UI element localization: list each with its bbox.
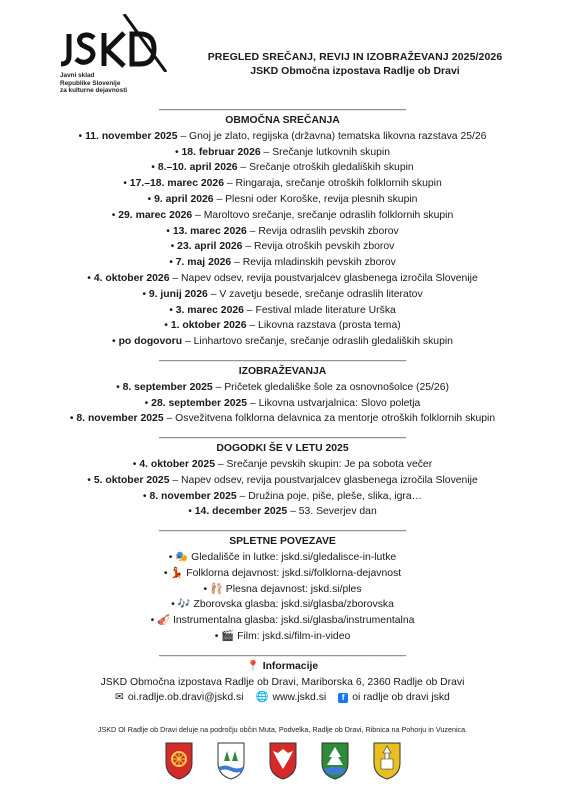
list-item — [0, 224, 565, 240]
web-text: www.jskd.si — [272, 692, 327, 704]
contact-row — [0, 690, 565, 706]
link-item[interactable] — [0, 597, 565, 613]
link-icon: 🎻 — [157, 615, 171, 627]
link-text: Plesna dejavnost: jskd.si/ples — [222, 583, 362, 595]
bullet: • — [142, 490, 150, 502]
bullet: • — [132, 458, 140, 470]
separator: ______________________________________________ — [159, 645, 406, 657]
item-date: 4. oktober 2026 — [93, 272, 170, 284]
bullet: • — [169, 257, 176, 269]
list-item — [0, 287, 565, 303]
item-date: 8. september 2025 — [122, 381, 213, 393]
title-block — [185, 50, 525, 79]
bullet: • — [123, 178, 130, 190]
bullet: • — [111, 209, 119, 221]
item-text: – Srečanje otroških gledaliških skupin — [237, 162, 414, 174]
bullet: • — [188, 506, 195, 518]
list-srecanja — [0, 129, 565, 350]
bullet: • — [116, 381, 123, 393]
item-text: – Plesni oder Koroške, revija plesnih skupin — [213, 193, 418, 205]
list-item — [0, 334, 565, 350]
separator: ______________________________________________ — [159, 350, 406, 362]
bullet: • — [150, 615, 158, 627]
item-text: – Revija mladinskih pevskih zborov — [231, 257, 396, 269]
item-date: 23. april 2026 — [177, 241, 243, 253]
web-link[interactable] — [256, 690, 327, 706]
separator: ______________________________________________ — [159, 521, 406, 533]
section-title-povezave: SPLETNE POVEZAVE — [229, 536, 336, 548]
bullet: • — [144, 397, 152, 409]
link-text: Gledališče in lutke: jskd.si/gledalisce-in-lutke — [188, 551, 397, 563]
list-dogodki — [0, 457, 565, 520]
jskd-logo — [58, 14, 173, 104]
item-date: 13. marec 2026 — [172, 225, 247, 237]
item-text: – Likovna ustvarjalnica: Slovo poletja — [247, 397, 421, 409]
facebook-icon: f — [338, 693, 348, 703]
bullet: • — [69, 413, 77, 425]
item-text: – Likovna razstava (prosta tema) — [246, 320, 401, 332]
facebook-link[interactable] — [338, 690, 450, 706]
item-text: – 53. Severjev dan — [287, 506, 377, 518]
link-text: Zborovska glasba: jskd.si/glasba/zborovska — [190, 599, 394, 611]
section-title-izobrazevanja: IZOBRAŽEVANJA — [238, 365, 327, 377]
item-text: – Revija odraslih pevskih zborov — [246, 225, 399, 237]
logo-subtitle — [60, 72, 170, 95]
item-date: 11. november 2025 — [85, 130, 178, 142]
item-date: 9. april 2026 — [154, 193, 214, 205]
link-text: Folklorna dejavnost: jskd.si/folklorna-dejavnost — [183, 567, 402, 579]
info-title — [0, 659, 565, 675]
bullet: • — [87, 272, 94, 284]
item-date: 9. junij 2026 — [148, 288, 208, 300]
item-text: – Pričetek gledališke šole za osnovnošolce (25/26) — [212, 381, 449, 393]
info-address: JSKD Območna izpostava Radlje ob Dravi, Mariborska 6, 2360 Radlje ob Dravi — [100, 676, 465, 688]
list-item — [0, 239, 565, 255]
link-icon: 🩰 — [209, 583, 223, 595]
crest-vuzenica-icon — [372, 741, 402, 781]
pin-icon: 📍 — [246, 660, 260, 672]
item-text: – Festival mlade literature Urška — [243, 304, 396, 316]
item-date: 5. oktober 2025 — [93, 474, 170, 486]
municipality-crests — [0, 741, 565, 781]
jskd-logo-mark — [58, 14, 168, 72]
separator: ______________________________________________ — [159, 428, 406, 440]
item-text: – Linhartovo srečanje, srečanje odraslih gledaliških skupin — [182, 336, 453, 348]
logo-sub-line: Republike Slovenije — [60, 79, 121, 87]
mail-icon: ✉ — [115, 692, 124, 704]
info-title-label: Informacije — [262, 660, 319, 672]
header — [0, 0, 565, 105]
item-date: 29. marec 2026 — [118, 209, 193, 221]
item-text: – V zavetju besede, srečanje odraslih literatov — [207, 288, 423, 300]
email-link[interactable] — [115, 690, 243, 706]
link-item[interactable] — [0, 566, 565, 582]
bullet: • — [169, 304, 176, 316]
bullet: • — [151, 162, 158, 174]
list-item — [0, 411, 565, 427]
item-text: – Družina poje, piše, pleše, slika, igra… — [236, 490, 423, 502]
list-item — [0, 176, 565, 192]
list-izobrazevanja — [0, 380, 565, 427]
link-item[interactable] — [0, 629, 565, 645]
item-date: 28. september 2025 — [151, 397, 248, 409]
crest-radlje-icon — [268, 741, 298, 781]
link-text: Film: jskd.si/film-in-video — [234, 630, 351, 642]
list-povezave — [0, 550, 565, 645]
bullet: • — [166, 225, 173, 237]
list-item — [0, 457, 565, 473]
globe-icon: 🌐 — [255, 692, 269, 704]
item-text: – Srečanje pevskih skupin: Je pa sobota večer — [215, 458, 433, 470]
section-title-dogodki: DOGODKI ŠE V LETU 2025 — [216, 443, 349, 455]
link-item[interactable] — [0, 582, 565, 598]
link-icon: 🎭 — [175, 551, 189, 563]
link-item[interactable] — [0, 613, 565, 629]
separator: ______________________________________________ — [159, 100, 406, 111]
item-text: – Gnoj je zlato, regijska (državna) tematska likovna razstava 25/26 — [177, 130, 487, 142]
item-date: 7. maj 2026 — [175, 257, 232, 269]
logo-sub-line: za kulturne dejavnosti — [60, 87, 128, 95]
item-date: 17.–18. marec 2026 — [129, 178, 224, 190]
item-date: 8. november 2025 — [76, 413, 164, 425]
item-text: – Maroltovo srečanje, srečanje odraslih folklornih skupin — [192, 209, 454, 221]
item-date: 8. november 2025 — [149, 490, 237, 502]
crest-podvelka-icon — [216, 741, 246, 781]
bullet: • — [87, 474, 94, 486]
item-text: – Napev odsev, revija poustvarjalcev glasbenega izročila Slovenije — [169, 474, 478, 486]
item-date: 3. marec 2026 — [175, 304, 244, 316]
list-item — [0, 145, 565, 161]
item-text: – Srečanje lutkovnih skupin — [260, 146, 391, 158]
list-item — [0, 473, 565, 489]
bullet: • — [168, 551, 176, 563]
content — [0, 99, 565, 706]
link-icon: 🎬 — [221, 630, 235, 642]
list-item — [0, 255, 565, 271]
section-title-srecanja: OBMOČNA SREČANJA — [225, 115, 340, 126]
list-item — [0, 160, 565, 176]
crest-muta-icon — [164, 741, 194, 781]
list-item — [0, 504, 565, 520]
footer-note: JSKD OI Radlje ob Dravi deluje na področju občin Muta, Podvelka, Radlje ob Dravi, Ribnica na Pohorju in Vuzenica. — [97, 725, 468, 734]
list-item — [0, 489, 565, 505]
logo-sub-line: Javni sklad — [60, 72, 95, 79]
item-text: – Revija otroških pevskih zborov — [242, 241, 395, 253]
list-item — [0, 271, 565, 287]
list-item — [0, 192, 565, 208]
email-text: oi.radlje.ob.dravi@jskd.si — [127, 692, 244, 704]
bullet: • — [78, 130, 86, 142]
page-subtitle: JSKD Območna izpostava Radlje ob Dravi — [250, 65, 460, 77]
item-text: – Osvežitvena folklorna delavnica za mentorje otroških folklornih skupin — [163, 413, 496, 425]
item-date: 14. december 2025 — [194, 506, 288, 518]
item-date: po dogovoru — [118, 336, 183, 348]
bullet: • — [112, 336, 119, 348]
bullet: • — [164, 320, 171, 332]
bullet: • — [170, 241, 178, 253]
item-text: – Napev odsev, revija poustvarjalcev glasbenega izročila Slovenije — [169, 272, 478, 284]
list-item — [0, 129, 565, 145]
bullet: • — [163, 567, 171, 579]
bullet: • — [214, 630, 222, 642]
list-item — [0, 318, 565, 334]
bullet: • — [142, 288, 149, 300]
link-icon: 💃 — [170, 567, 184, 579]
item-date: 18. februar 2026 — [181, 146, 261, 158]
item-date: 8.–10. april 2026 — [157, 162, 238, 174]
link-icon: 🎶 — [177, 599, 191, 611]
link-item[interactable] — [0, 550, 565, 566]
list-item — [0, 380, 565, 396]
item-date: 4. oktober 2025 — [139, 458, 215, 470]
item-text: – Ringaraja, srečanje otroških folklornih skupin — [223, 178, 442, 190]
bullet: • — [174, 146, 182, 158]
bullet: • — [203, 583, 210, 595]
facebook-text: oi radlje ob dravi jskd — [352, 692, 450, 704]
bullet: • — [147, 193, 155, 205]
list-item — [0, 303, 565, 319]
item-date: 1. oktober 2026 — [170, 320, 247, 332]
list-item — [0, 396, 565, 412]
crest-ribnica-icon — [320, 741, 350, 781]
bullet: • — [171, 599, 178, 611]
page-title: PREGLED SREČANJ, REVIJ IN IZOBRAŽEVANJ 2025/2026 — [207, 51, 503, 63]
link-text: Instrumentalna glasba: jskd.si/glasba/instrumentalna — [170, 615, 415, 627]
list-item — [0, 208, 565, 224]
